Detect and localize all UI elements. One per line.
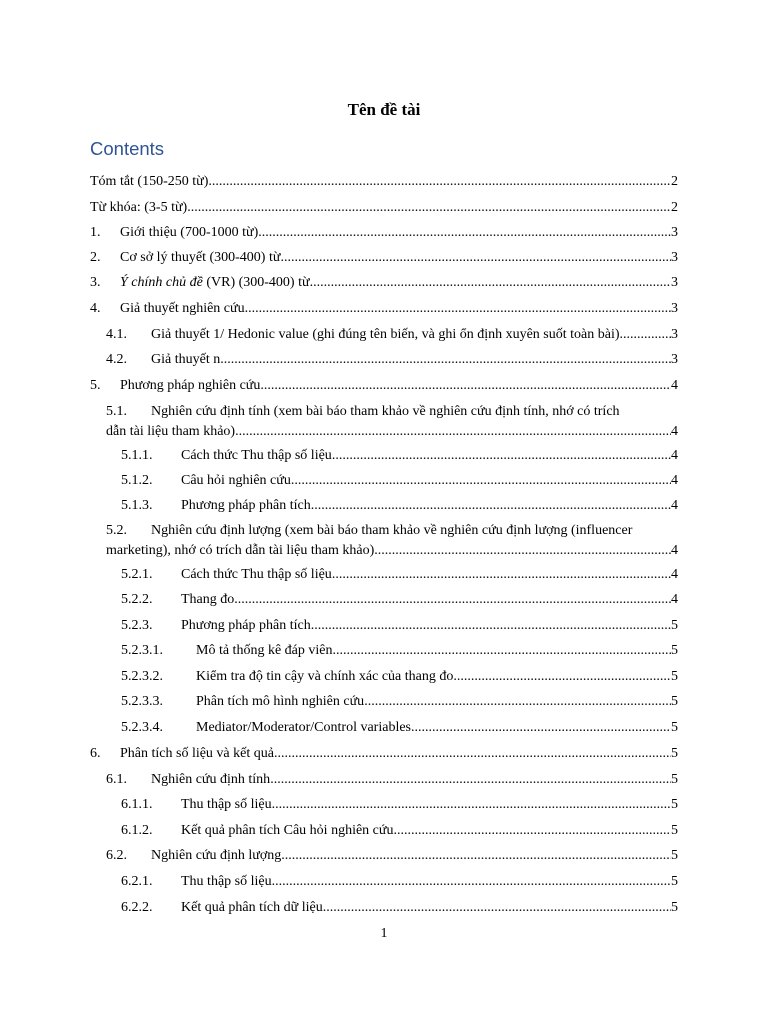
toc-entry-number: 6.2.2. [121,900,153,915]
toc-dot-leader [270,770,671,790]
toc-entry-label-rest: (VR) (300-400) từ [202,275,310,290]
toc-entry-page: 3 [671,301,678,316]
toc-entry[interactable] [121,496,678,516]
toc-entry-label: Thu thập số liệu [181,797,272,812]
toc-dot-leader [411,718,671,738]
toc-entry-label: Kết quả phân tích dữ liệu [181,900,323,915]
toc-entry-label-italic: Ý chính chủ đề [120,275,203,290]
toc-entry-number: 5.2.3.4. [121,720,163,735]
toc-entry-page: 4 [671,592,678,607]
toc-entry-page: 3 [671,352,678,367]
toc-entry-label: Kết quả phân tích Câu hỏi nghiên cứu [181,823,394,838]
toc-dot-leader [220,350,671,370]
toc-entry-label: Phương pháp phân tích [181,498,311,513]
toc-dot-leader [274,744,671,764]
toc-entry-number: 6.2.1. [121,874,153,889]
toc-entry[interactable] [121,565,678,585]
toc-entry-number: 5.1. [106,404,127,419]
toc-entry[interactable] [106,350,678,370]
toc-entry[interactable] [121,872,678,892]
toc-entry-page: 4 [671,378,678,393]
toc-entry-page: 4 [671,448,678,463]
toc-dot-leader [235,422,671,442]
toc-entry-label: Phân tích số liệu và kết quả [120,746,274,761]
toc-entry-page: 5 [671,848,678,863]
toc-entry[interactable] [106,521,678,561]
toc-entry-page: 4 [671,498,678,513]
toc-entry[interactable] [121,821,678,841]
toc-entry-page: 5 [671,772,678,787]
toc-entry-number: 5.1.3. [121,498,153,513]
toc-entry[interactable] [90,172,678,192]
toc-dot-leader [245,299,671,319]
toc-entry-label-line1: Nghiên cứu định tính (xem bài báo tham khảo về nghiên cứu định tính, nhớ có trích [151,404,620,419]
toc-entry-page: 5 [671,746,678,761]
toc-entry[interactable] [90,198,678,218]
toc-entry-page: 3 [671,225,678,240]
toc-entry[interactable] [106,402,678,442]
toc-entry-label: Cơ sở lý thuyết (300-400) từ [120,250,281,265]
toc-entry-label: Nghiên cứu định lượng [151,848,282,863]
toc-entry[interactable] [90,299,678,319]
toc-dot-leader [258,223,671,243]
toc-entry-page: 5 [671,618,678,633]
toc-entry-page: 5 [671,900,678,915]
toc-entry[interactable] [106,325,678,345]
toc-entry-number: 6.1. [106,772,127,787]
toc-dot-leader [280,248,671,268]
toc-dot-leader [291,471,671,491]
toc-dot-leader [311,496,671,516]
toc-entry-page: 4 [671,543,678,558]
toc-entry-label: Giới thiệu (700-1000 từ) [120,225,259,240]
toc-entry-label: Phương pháp phân tích [181,618,311,633]
toc-dot-leader [620,325,671,345]
toc-entry-page: 5 [671,797,678,812]
contents-heading: Contents [90,138,165,159]
toc-entry-label: Phân tích mô hình nghiên cứu [196,694,365,709]
toc-entry-label: Thu thập số liệu [181,874,272,889]
toc-entry-number: 6. [90,746,101,761]
toc-entry-page: 2 [671,174,678,189]
toc-entry-label: Câu hỏi nghiên cứu [181,473,291,488]
toc-entry-number: 6.1.2. [121,823,153,838]
toc-entry[interactable] [121,590,678,610]
toc-entry-page: 5 [671,643,678,658]
toc-dot-leader [281,846,671,866]
toc-entry-page: 3 [671,250,678,265]
toc-entry[interactable] [121,795,678,815]
toc-dot-leader [310,273,671,293]
toc-entry-label: Giả thuyết nghiên cứu [120,301,245,316]
toc-dot-leader [260,376,671,396]
document-title: Tên đề tài [347,100,421,119]
toc-dot-leader [234,590,671,610]
toc-entry-number: 4.1. [106,327,127,342]
toc-entry-number: 5.1.2. [121,473,153,488]
toc-dot-leader [323,898,671,918]
toc-entry-label: Mô tả thống kê đáp viên [196,643,333,658]
toc-entry-page: 5 [671,874,678,889]
toc-entry-label: Giả thuyết 1/ Hedonic value (ghi đúng tên biến, và ghi ổn định xuyên suốt toàn bài) [151,327,620,342]
toc-entry-label [120,273,310,293]
toc-entry-number: 5.2.3.1. [121,643,163,658]
toc-entry-number: 3. [90,275,101,290]
toc-entry-page: 5 [671,823,678,838]
toc-entry-number: 5.1.1. [121,448,153,463]
toc-entry[interactable] [106,846,678,866]
toc-dot-leader [272,795,671,815]
toc-entry-label: Kiểm tra độ tin cậy và chính xác của thang đo [196,669,454,684]
toc-entry-page: 4 [671,567,678,582]
toc-entry-label: Nghiên cứu định tính [151,772,271,787]
toc-dot-leader [332,565,671,585]
toc-dot-leader [393,821,671,841]
toc-entry[interactable] [121,898,678,918]
toc-entry-label: Mediator/Moderator/Control variables [196,720,411,735]
toc-dot-leader [272,872,671,892]
toc-entry-number: 6.1.1. [121,797,153,812]
toc-entry[interactable] [121,446,678,466]
toc-entry-label: Cách thức Thu thập số liệu [181,567,332,582]
toc-entry-label: Tóm tắt (150-250 từ) [90,174,209,189]
toc-dot-leader [374,541,671,561]
toc-entry-page: 3 [671,275,678,290]
toc-entry-label-line1: Nghiên cứu định lượng (xem bài báo tham khảo về nghiên cứu định lượng (influencer [151,523,633,538]
toc-entry-number: 5.2.3.3. [121,694,163,709]
toc-entry[interactable] [90,273,678,293]
toc-entry-page: 2 [671,200,678,215]
toc-entry-number: 5.2.3.2. [121,669,163,684]
toc-dot-leader [187,198,671,218]
toc-entry-number: 6.2. [106,848,127,863]
toc-entry-label: Từ khóa: (3-5 từ) [90,200,188,215]
toc-entry[interactable] [121,471,678,491]
toc-entry-page: 4 [671,424,678,439]
toc-entry[interactable] [90,376,678,396]
toc-entry-label: marketing), nhớ có trích dẫn tài liệu tham khảo) [106,543,375,558]
page-number: 1 [380,926,388,941]
toc-entry-number: 5.2.2. [121,592,153,607]
toc-entry[interactable] [121,616,678,636]
toc-entry-label: dẫn tài liệu tham khảo) [106,424,236,439]
toc-dot-leader [311,616,671,636]
toc-entry-label: Cách thức Thu thập số liệu [181,448,332,463]
toc-entry-label: Giả thuyết n [151,352,221,367]
toc-entry[interactable] [90,223,678,243]
toc-dot-leader [208,172,671,192]
toc-entry[interactable] [90,744,678,764]
toc-entry-page: 5 [671,694,678,709]
toc-entry[interactable] [90,248,678,268]
toc-dot-leader [364,692,671,712]
toc-entry[interactable] [121,641,678,661]
toc-entry-page: 4 [671,473,678,488]
toc-dot-leader [332,446,671,466]
toc-entry-label: Thang đo [181,592,235,607]
toc-entry-number: 4.2. [106,352,127,367]
toc-entry-number: 5.2.1. [121,567,153,582]
toc-entry-number: 5. [90,378,101,393]
toc-entry-number: 4. [90,301,101,316]
toc-dot-leader [453,667,671,687]
toc-entry[interactable] [121,692,678,712]
toc-entry-number: 5.2. [106,523,127,538]
toc-entry-number: 1. [90,225,101,240]
toc-entry[interactable] [121,667,678,687]
toc-entry[interactable] [106,770,678,790]
toc-entry-number: 2. [90,250,101,265]
toc-entry-page: 3 [671,327,678,342]
toc-entry-page: 5 [671,669,678,684]
toc-entry-label: Phương pháp nghiên cứu [120,378,261,393]
toc-entry-page: 5 [671,720,678,735]
toc-entry-number: 5.2.3. [121,618,153,633]
toc-entry[interactable] [121,718,678,738]
toc-dot-leader [332,641,671,661]
